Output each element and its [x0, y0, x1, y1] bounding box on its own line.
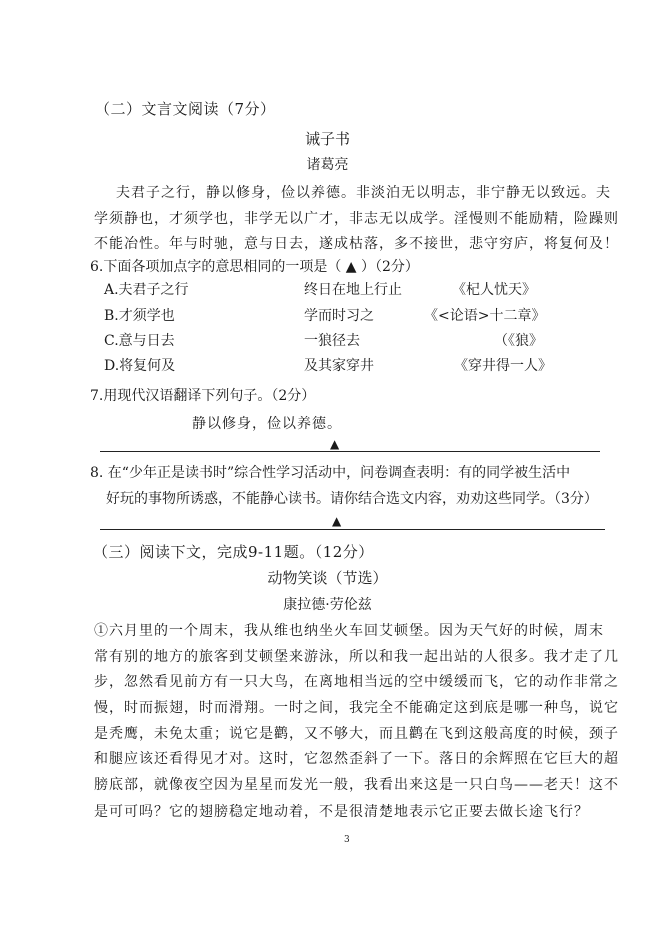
passage-line: 是秃鹰，未免太重；说它是鹳，又不够大，而且鹳在飞到这般高度的时候，颈子 — [94, 726, 619, 742]
q6-option-a-source: 《杞人忧天》 — [452, 282, 536, 298]
q6-option-a-compare: 终日在地上行止 — [304, 282, 402, 298]
passage-line: 夫君子之行，静以修身，俭以养德。非淡泊无以明志，非宁静无以致远。夫 — [116, 185, 611, 201]
question-8-line: 8. 在“少年正是读书时”综合性学习活动中，问卷调查表明：有的同学被生活中 — [90, 465, 571, 481]
passage-line: 是可可吗？它的翅膀稳定地动着，不是很清楚地表示它正要去做长途飞行？ — [94, 804, 589, 820]
passage-line: 常有别的地方的旅客到艾顿堡来游泳，所以和我一起出站的人很多。我才走了几 — [94, 649, 619, 665]
section3-heading: （三）阅读下文，完成9-11题。（12分） — [93, 543, 374, 561]
passage-line: ①六月里的一个周末，我从维也纳坐火车回艾顿堡。因为天气好的时候，周末 — [94, 623, 604, 639]
q6-option-c: C.意与日去 — [104, 333, 175, 349]
q6-option-b-compare: 学而时习之 — [304, 308, 374, 324]
q6-option-c-source: （《狼》 — [494, 333, 543, 349]
q6-option-d-compare: 及其家穿井 — [304, 358, 374, 374]
section3-title: 动物笑谈（节选） — [267, 569, 388, 587]
q6-option-b-source: 《<论语>十二章》 — [424, 308, 546, 324]
passage-line: 步，忽然看见前方有一只大鸟，在离地相当远的空中缓缓而飞，它的动作非常之 — [94, 674, 619, 690]
q6-option-c-compare: 一狼径去 — [304, 333, 360, 349]
q6-option-d: D.将复何及 — [104, 358, 176, 374]
answer-line — [100, 529, 605, 530]
question-6-stem: 6.下面各项加点字的意思相同的一项是（ ▲ ）（2分） — [90, 259, 419, 275]
passage-line: 和腿应该还看得见才对。这时，它忽然歪斜了一下。落日的余辉照在它巨大的超 — [94, 751, 619, 767]
q6-option-a: A.夫君子之行 — [104, 282, 189, 298]
answer-mark-triangle: ▲ — [330, 437, 340, 451]
passage-line: 膀底部，就像夜空因为星星而发光一般，我看出来这是一只白鸟——老天！这不 — [94, 777, 619, 793]
section2-title: 诫子书 — [304, 130, 350, 148]
section3-author: 康拉德·劳伦兹 — [283, 597, 372, 613]
q6-option-b: B.才须学也 — [104, 308, 175, 324]
question-7-stem: 7.用现代汉语翻译下列句子。（2分） — [90, 388, 316, 404]
passage-line: 慢，时而振翅，时而滑翔。一时之间，我完全不能确定这到底是哪一种鸟，说它 — [94, 700, 619, 716]
section2-author: 诸葛亮 — [306, 157, 349, 173]
q6-option-d-source: 《穿井得一人》 — [454, 358, 552, 374]
section2-heading: （二）文言文阅读（7分） — [95, 100, 276, 118]
answer-line — [100, 451, 600, 452]
question-8-line: 好玩的事物所诱惑，不能静心读书。请你结合选文内容，劝劝这些同学。（3分） — [106, 491, 598, 507]
page-number: 3 — [344, 835, 350, 845]
question-7-sentence: 静以修身，俭以养德。 — [192, 416, 342, 432]
passage-line: 不能冶性。年与时驰，意与日去，遂成枯落，多不接世，悲守穷庐，将复何及！ — [94, 236, 619, 252]
answer-mark-triangle: ▲ — [332, 514, 342, 528]
passage-line: 学须静也，才须学也，非学无以广才，非志无以成学。淫慢则不能励精，险躁则 — [94, 211, 619, 227]
